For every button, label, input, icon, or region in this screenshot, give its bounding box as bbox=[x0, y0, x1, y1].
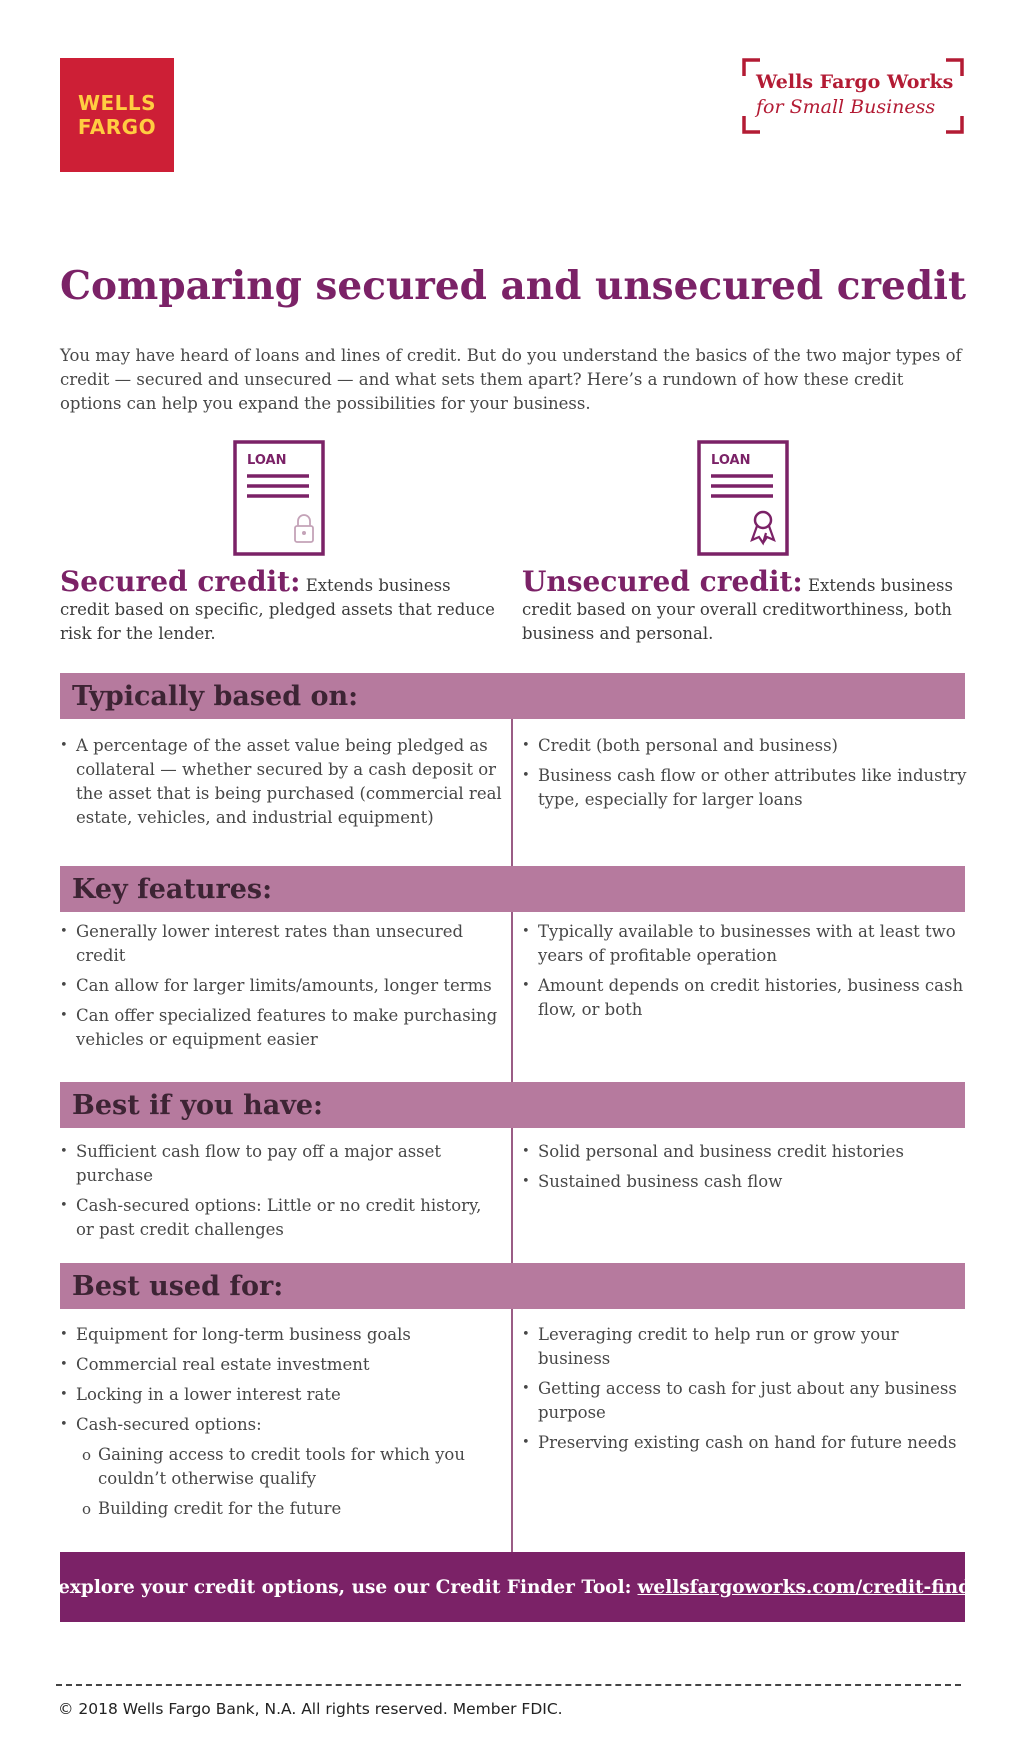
list-item: • Locking in a lower interest rate bbox=[60, 1383, 504, 1407]
cta-text: To explore your credit options, use our Credit Finder Tool: bbox=[27, 1576, 632, 1598]
unsecured-based-on-list bbox=[522, 734, 972, 818]
column-divider bbox=[511, 1128, 513, 1263]
sub-list-item: o Gaining access to credit tools for which you couldn’t otherwise qualify bbox=[60, 1443, 504, 1491]
sub-list-item: o Building credit for the future bbox=[60, 1497, 504, 1521]
section-heading-typically-based-on: Typically based on: bbox=[60, 673, 965, 719]
credit-finder-link[interactable]: wellsfargoworks.com/credit-finder. bbox=[637, 1576, 998, 1598]
right-loan-label: LOAN bbox=[711, 453, 751, 468]
secured-based-on-list bbox=[60, 734, 504, 836]
list-item: • Cash-secured options: bbox=[60, 1413, 504, 1437]
list-item: • Can allow for larger limits/amounts, longer terms bbox=[60, 974, 504, 998]
loan-document-ribbon-icon bbox=[697, 440, 789, 560]
secured-credit-term: Secured credit: bbox=[60, 565, 301, 598]
wells-fargo-logo bbox=[60, 58, 174, 172]
left-loan-label: LOAN bbox=[247, 453, 287, 468]
list-item: • Sustained business cash flow bbox=[522, 1170, 972, 1194]
unsecured-key-features-list bbox=[522, 920, 972, 1028]
list-item: • Leveraging credit to help run or grow your business bbox=[522, 1323, 972, 1371]
page-title: Comparing secured and unsecured credit bbox=[60, 263, 966, 309]
list-item: • Equipment for long-term business goals bbox=[60, 1323, 504, 1347]
secured-best-if-list bbox=[60, 1140, 504, 1248]
list-item: • Getting access to cash for just about any business purpose bbox=[522, 1377, 972, 1425]
secured-best-used-for-list bbox=[60, 1323, 504, 1527]
footer-divider bbox=[56, 1684, 961, 1686]
list-item: • Business cash flow or other attributes like industry type, especially for larger loans bbox=[522, 764, 972, 812]
list-item: • Credit (both personal and business) bbox=[522, 734, 972, 758]
works-subtitle: for Small Business bbox=[756, 96, 936, 118]
list-item: • Sufficient cash flow to pay off a major asset purchase bbox=[60, 1140, 504, 1188]
unsecured-best-if-list bbox=[522, 1140, 972, 1200]
unsecured-credit-term: Unsecured credit: bbox=[522, 565, 803, 598]
list-item: • Preserving existing cash on hand for future needs bbox=[522, 1431, 972, 1455]
unsecured-credit-description: Extends business credit based on your overall creditworthiness, both business and personal. bbox=[522, 576, 953, 643]
column-divider bbox=[511, 719, 513, 866]
list-item: • Commercial real estate investment bbox=[60, 1353, 504, 1377]
list-item: • Generally lower interest rates than unsecured credit bbox=[60, 920, 504, 968]
section-heading-best-if-you-have: Best if you have: bbox=[60, 1082, 965, 1128]
secured-key-features-list bbox=[60, 920, 504, 1058]
works-title: Wells Fargo Works bbox=[756, 71, 954, 93]
column-divider bbox=[511, 912, 513, 1082]
list-item: • Amount depends on credit histories, business cash flow, or both bbox=[522, 974, 972, 1022]
secured-credit-definition bbox=[60, 565, 500, 646]
unsecured-best-used-for-list bbox=[522, 1323, 972, 1461]
loan-document-lock-icon bbox=[233, 440, 325, 560]
column-divider bbox=[511, 1309, 513, 1552]
secured-credit-description: Extends business credit based on specific, pledged assets that reduce risk for the lender. bbox=[60, 576, 495, 643]
intro-paragraph: You may have heard of loans and lines of credit. But do you understand the basics of the two major types of credit — secured and unsecured — and what sets them apart? Here’s a rundown of how these credit options can help you expand the possibilities for your business. bbox=[60, 346, 962, 413]
list-item: • Can offer specialized features to make purchasing vehicles or equipment easier bbox=[60, 1004, 504, 1052]
logo-line-2: FARGO bbox=[77, 115, 157, 139]
section-heading-key-features: Key features: bbox=[60, 866, 965, 912]
list-item: • Typically available to businesses with at least two years of profitable operation bbox=[522, 920, 972, 968]
credit-finder-banner bbox=[27, 1552, 998, 1622]
list-item: • A percentage of the asset value being pledged as collateral — whether secured by a cash deposit or the asset that is being purchased (commercial real estate, vehicles, and industrial equipment) bbox=[60, 734, 504, 830]
unsecured-credit-definition bbox=[522, 565, 972, 646]
section-heading-best-used-for: Best used for: bbox=[60, 1263, 965, 1309]
wells-fargo-works-logo bbox=[742, 58, 964, 134]
copyright-notice: © 2018 Wells Fargo Bank, N.A. All rights reserved. Member FDIC. bbox=[58, 1700, 563, 1718]
logo-line-1: WELLS bbox=[77, 91, 157, 115]
list-item: • Solid personal and business credit histories bbox=[522, 1140, 972, 1164]
list-item: • Cash-secured options: Little or no credit history, or past credit challenges bbox=[60, 1194, 504, 1242]
